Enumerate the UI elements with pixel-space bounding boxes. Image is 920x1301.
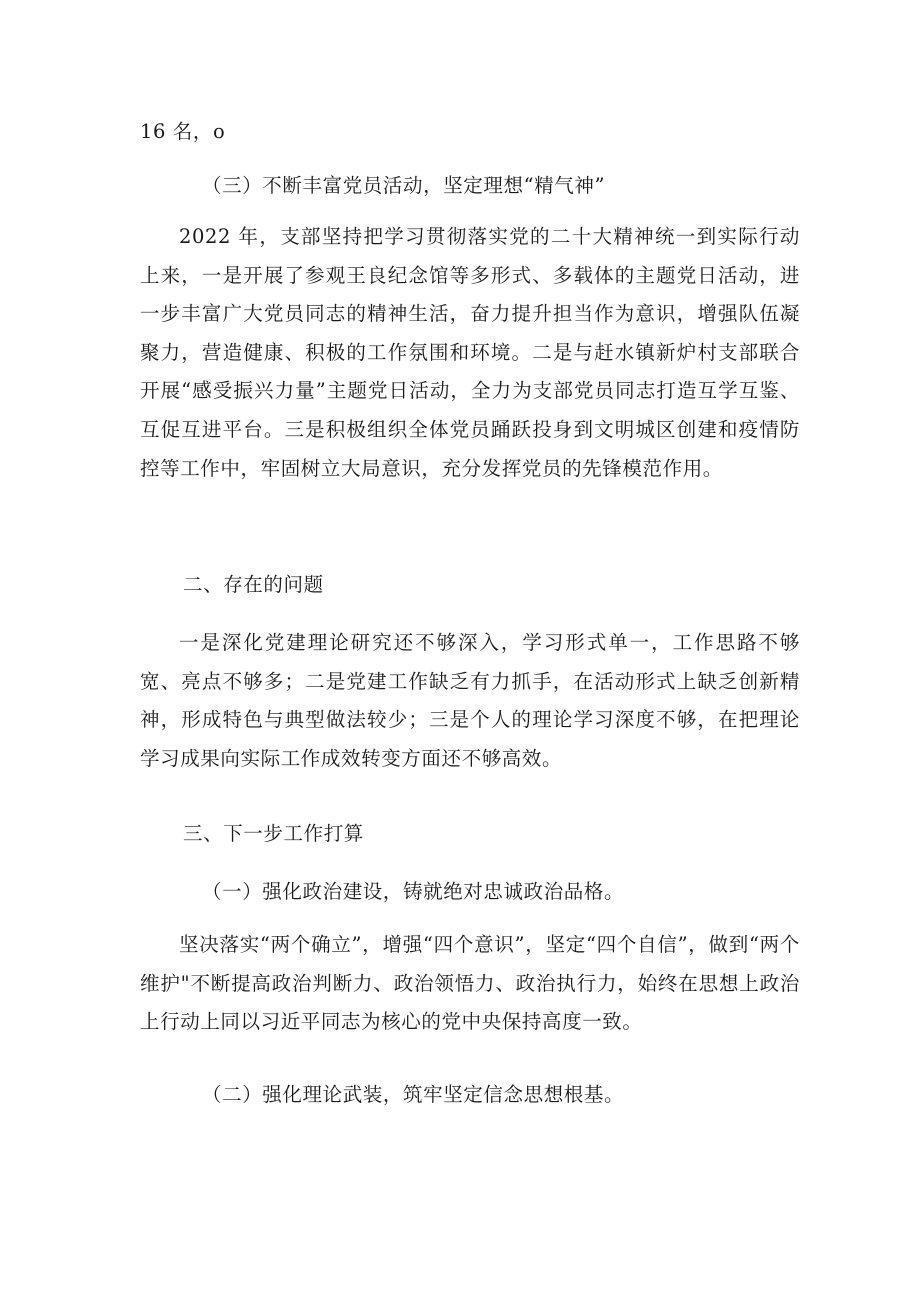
heading-next-steps: 三、下一步工作打算 [183, 822, 364, 845]
heading-problems: 二、存在的问题 [183, 573, 324, 596]
sub-heading-activities: （三）不断丰富党员活动，坚定理想“精气神” [202, 174, 606, 197]
continuation-text: 16 名，o [140, 120, 226, 143]
paragraph-activities: 2022 年，支部坚持把学习贯彻落实党的二十大精神统一到实际行动上来，一是开展了参观王良纪念馆等多形式、多载体的主题党日活动，进一步丰富广大党员同志的精神生活，奋力提升担当作为意识，增强队伍凝聚力，营造健康、积极的工作氛围和环境。二是与赶水镇新炉村支部联合开展“感受振兴力量”主题党日活动，全力为支部党员同志打造互学互鉴、互促互进平台。三是积极组织全体党员踊跃投身到文明城区创建和疫情防控等工作中，牢固树立大局意识，充分发挥党员的先锋模范作用。 [140, 225, 800, 480]
paragraph-problems: 一是深化党建理论研究还不够深入，学习形式单一，工作思路不够宽、亮点不够多；二是党建工作缺乏有力抓手，在活动形式上缺乏创新精神，形成特色与典型做法较少；三是个人的理论学习深度不够，在把理论学习成果向实际工作成效转变方面还不够高效。 [140, 631, 800, 770]
sub-heading-political: （一）强化政治建设，铸就绝对忠诚政治品格。 [202, 880, 625, 903]
sub-heading-theory: （二）强化理论武装，筑牢坚定信念思想根基。 [202, 1083, 625, 1106]
paragraph-political: 坚决落实“两个确立”，增强“四个意识”，坚定“四个自信”，做到“两个维护"不断提高政治判断力、政治领悟力、政治执行力，始终在思想上政治上行动上同以习近平同志为核心的党中央保持高度一致。 [140, 933, 800, 1034]
